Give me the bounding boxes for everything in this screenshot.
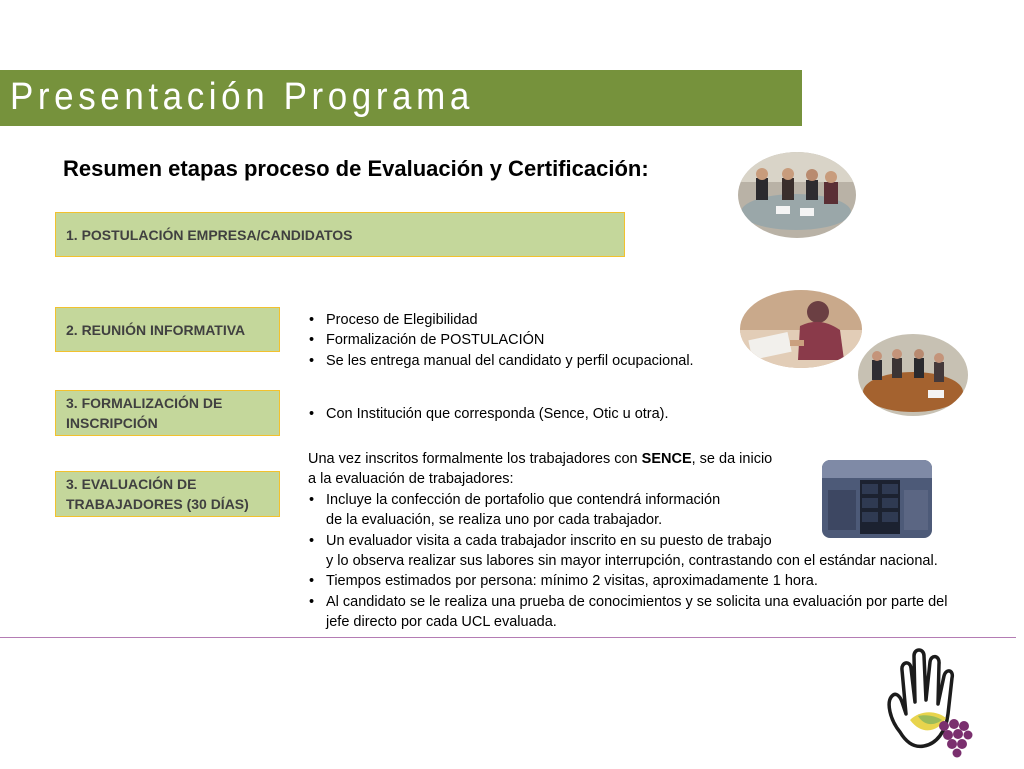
list-item: • Formalización de POSTULACIÓN [308, 330, 694, 350]
list-item: • Se les entrega manual del candidato y perfil ocupacional. [308, 351, 694, 371]
stage-formalizacion [55, 390, 280, 436]
meeting-photo [738, 152, 856, 238]
list-item: • Incluye la confección de portafolio que contendrá información de la evaluación, se realiza uno por cada trabajador. [308, 490, 1008, 531]
section-subtitle: Resumen etapas proceso de Evaluación y Certificación: [63, 156, 649, 181]
footer-divider [0, 637, 1016, 638]
list-item: • Con Institución que corresponda (Sence, Otic u otra). [308, 404, 669, 424]
list-item: • Tiempos estimados por persona: mínimo 2 visitas, aproximadamente 1 hora. [308, 571, 1008, 591]
list-item: • Proceso de Elegibilidad [308, 310, 694, 330]
list-item: • Un evaluador visita a cada trabajador inscrito en su puesto de trabajo y lo observa realizar sus labores sin mayor interrupción, contrastando con el estándar nacional. [308, 531, 1008, 572]
page-title: Presentación Programa [10, 76, 474, 118]
list-item: • Al candidato se le realiza una prueba de conocimientos y se solicita una evaluación por parte del jefe directo por cada UCL evaluada. [308, 592, 1008, 633]
stage-reunion [55, 307, 280, 352]
stage-formalizacion-label: 3. FORMALIZACIÓN DE INSCRIPCIÓN [66, 395, 223, 431]
title-banner [0, 70, 802, 126]
worker-photo [740, 290, 862, 368]
stage-evaluacion [55, 471, 280, 517]
hand-grapes-logo-icon [880, 640, 980, 764]
stage-evaluacion-label: 3. EVALUACIÓN DE TRABAJADORES (30 DÍAS) [66, 476, 249, 512]
evaluacion-intro-line2: a la evaluación de trabajadores: [308, 471, 514, 488]
files-photo [822, 460, 932, 538]
formalizacion-details [308, 404, 669, 424]
stage-postulacion-label: 1. POSTULACIÓN EMPRESA/CANDIDATOS [66, 226, 353, 243]
reunion-details [308, 310, 694, 371]
stage-reunion-label: 2. REUNIÓN INFORMATIVA [66, 321, 246, 338]
evaluacion-intro: Una vez inscritos formalmente los trabajadores con SENCE, se da inicio [308, 451, 773, 467]
table-meeting-photo [858, 334, 968, 416]
stage-postulacion [55, 212, 625, 257]
